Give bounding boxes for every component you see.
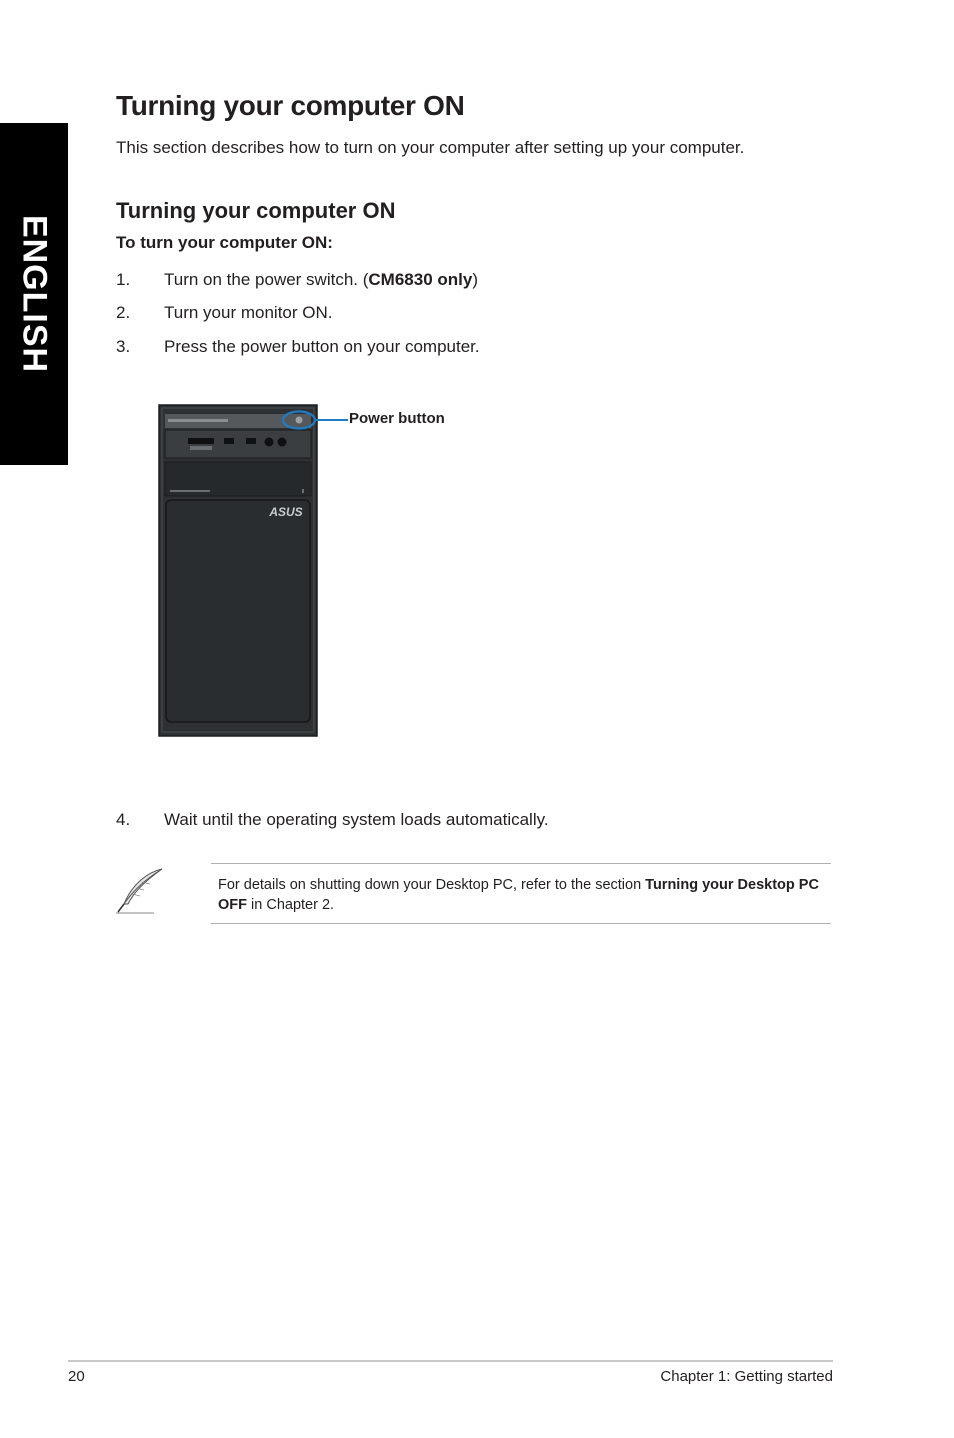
footer-divider xyxy=(68,1360,833,1362)
note-divider-top xyxy=(211,863,831,864)
front-door xyxy=(166,500,310,722)
card-reader-label xyxy=(190,446,212,450)
note-text-part: in Chapter 2. xyxy=(247,897,335,913)
chapter-label: Chapter 1: Getting started xyxy=(660,1368,833,1385)
intro-paragraph: This section describes how to turn on your computer after setting up your computer. xyxy=(116,138,745,157)
step-number: 1. xyxy=(116,270,131,289)
microphone-jack xyxy=(278,438,287,447)
card-reader-slot xyxy=(188,438,214,444)
power-button[interactable] xyxy=(296,417,303,424)
language-side-tab xyxy=(0,123,68,465)
step-text: Turn your monitor ON. xyxy=(164,303,333,322)
drive-eject xyxy=(302,489,304,493)
page-title: Turning your computer ON xyxy=(116,90,465,121)
drive-label xyxy=(170,490,210,492)
step-text: Press the power button on your computer. xyxy=(164,337,480,356)
step-text-part: Turn on the power switch. ( xyxy=(164,270,369,289)
page-number: 20 xyxy=(68,1368,85,1385)
note-section-reference: Turning your Desktop PC OFF xyxy=(218,877,819,913)
note-divider-bottom xyxy=(211,923,831,924)
usb-port xyxy=(224,438,234,444)
front-io-panel xyxy=(165,430,311,458)
step-text: Wait until the operating system loads automatically. xyxy=(164,810,549,829)
asus-logo: ASUS xyxy=(269,505,303,519)
note-text xyxy=(218,875,830,915)
desktop-pc-illustration xyxy=(158,404,518,738)
language-label: ENGLISH xyxy=(15,214,54,374)
usb-port xyxy=(246,438,256,444)
procedure-heading: To turn your computer ON: xyxy=(116,233,333,252)
model-name: CM6830 only xyxy=(368,270,473,289)
note-text-part: For details on shutting down your Desktop PC, refer to the section xyxy=(218,877,646,893)
subsection-title: Turning your computer ON xyxy=(116,198,396,223)
step-number: 2. xyxy=(116,303,131,322)
step-text xyxy=(164,270,478,290)
feather-pen-icon xyxy=(114,866,166,916)
strip-label xyxy=(168,419,228,422)
step-number: 3. xyxy=(116,337,131,356)
power-button-callout: Power button xyxy=(349,410,445,427)
step-text-part: ) xyxy=(472,270,479,289)
step-number: 4. xyxy=(116,810,131,829)
headphone-jack xyxy=(265,438,274,447)
